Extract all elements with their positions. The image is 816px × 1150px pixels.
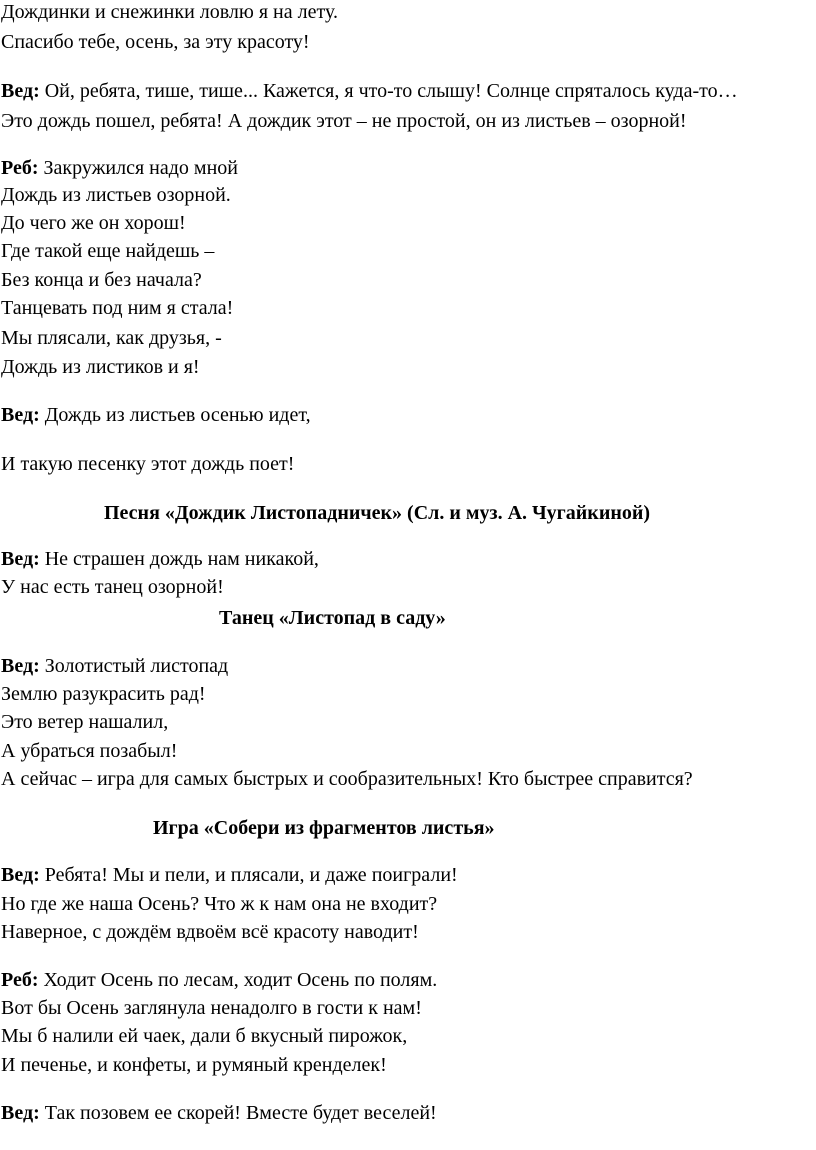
text-line: Дождь из листиков и я! — [1, 356, 200, 378]
text-line: Вед: Дождь из листьев осенью идет, — [1, 404, 311, 426]
speaker-label: Вед: — [1, 655, 40, 677]
text-line: Реб: Ходит Осень по лесам, ходит Осень по полям. — [1, 969, 438, 991]
text-line: Вед: Золотистый листопад — [1, 655, 229, 677]
speaker-label: Вед: — [1, 80, 40, 102]
speaker-label: Реб: — [1, 157, 39, 179]
text-line: Вот бы Осень заглянула ненадолго в гости к нам! — [1, 997, 422, 1019]
text-line: Мы б налили ей чаек, дали б вкусный пирожок, — [1, 1025, 408, 1047]
text-line: А убраться позабыл! — [1, 740, 178, 762]
speaker-label: Реб: — [1, 969, 39, 991]
speaker-label: Вед: — [1, 548, 40, 570]
text-line: А сейчас – игра для самых быстрых и сообразительных! Кто быстрее справится? — [1, 768, 693, 790]
text-line: У нас есть танец озорной! — [1, 576, 224, 598]
section-heading: Игра «Собери из фрагментов листья» — [153, 817, 495, 839]
text-line: Дождь из листьев озорной. — [1, 184, 231, 206]
speaker-label: Вед: — [1, 864, 40, 886]
text-line: Реб: Закружился надо мной — [1, 157, 238, 179]
text-line: До чего же он хорош! — [1, 212, 186, 234]
text-line: Без конца и без начала? — [1, 269, 202, 291]
text-line: Танцевать под ним я стала! — [1, 297, 234, 319]
text-line: Землю разукрасить рад! — [1, 683, 206, 705]
text-line: Мы плясали, как друзья, - — [1, 327, 222, 349]
text-line: Это ветер нашалил, — [1, 711, 169, 733]
text-line: И такую песенку этот дождь поет! — [1, 453, 295, 475]
text-line: И печенье, и конфеты, и румяный кренделек! — [1, 1054, 387, 1076]
section-heading: Танец «Листопад в саду» — [219, 607, 446, 629]
text-line: Вед: Ребята! Мы и пели, и плясали, и даже поиграли! — [1, 864, 458, 886]
text-line: Вед: Ой, ребята, тише, тише... Кажется, я что-то слышу! Солнце спряталось куда-то… — [1, 80, 738, 102]
speaker-label: Вед: — [1, 404, 40, 426]
text-line: Это дождь пошел, ребята! А дождик этот – не простой, он из листьев – озорной! — [1, 110, 687, 132]
text-line: Спасибо тебе, осень, за эту красоту! — [1, 31, 310, 53]
section-heading: Песня «Дождик Листопадничек» (Сл. и муз. А. Чугайкиной) — [104, 502, 651, 524]
text-line: Дождинки и снежинки ловлю я на лету. — [1, 1, 338, 23]
speaker-label: Вед: — [1, 1102, 40, 1124]
text-line: Наверное, с дождём вдвоём всё красоту наводит! — [1, 921, 419, 943]
text-line: Вед: Не страшен дождь нам никакой, — [1, 548, 319, 570]
text-line: Где такой еще найдешь – — [1, 240, 215, 262]
text-line: Но где же наша Осень? Что ж к нам она не входит? — [1, 893, 438, 915]
text-line: Вед: Так позовем ее скорей! Вместе будет веселей! — [1, 1102, 437, 1124]
